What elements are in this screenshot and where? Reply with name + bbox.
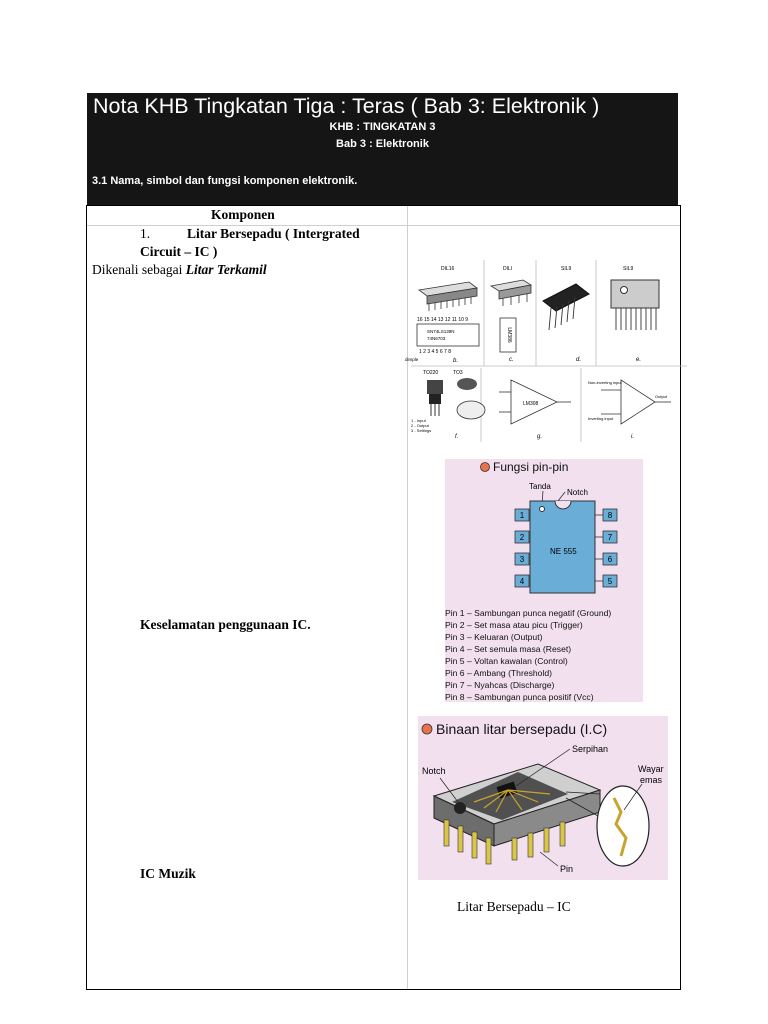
- letter-g: g.: [537, 434, 543, 440]
- pkg-label-sil9a: SIL9: [561, 266, 572, 272]
- pin-function-5: Pin 5 – Voltan kawalan (Control): [445, 656, 568, 666]
- pin-6-box: 6: [607, 555, 613, 564]
- pin-figure-title: Fungsi pin-pin: [493, 460, 569, 474]
- known-as-prefix: Dikenali sebagai: [92, 262, 186, 277]
- pin-function-4: Pin 4 – Set semula masa (Reset): [445, 644, 572, 654]
- noninverting-input-label: Non-inverting input: [588, 380, 622, 385]
- pkg-label-dil16: DIL16: [441, 266, 455, 272]
- page-title: Nota KHB Tingkatan Tiga : Teras ( Bab 3: Elektronik ): [93, 94, 600, 118]
- pin-2-box: 2: [519, 533, 525, 542]
- dil16-chip-drawing: [419, 282, 477, 311]
- chip-name: NE 555: [550, 547, 577, 556]
- subtitle-chapter: Bab 3 : Elektronik: [336, 138, 429, 150]
- notch-label: Notch: [567, 488, 588, 497]
- construction-title: Binaan litar bersepadu (I.C): [436, 721, 608, 737]
- pin-function-3: Pin 3 – Keluaran (Output): [445, 632, 543, 642]
- pin-function-7: Pin 7 – Nyahcas (Discharge): [445, 680, 555, 690]
- column-divider: [407, 206, 408, 989]
- emas-label: emas: [640, 775, 663, 785]
- pin-3-box: 3: [519, 555, 525, 564]
- opamp-label: LM308: [523, 401, 539, 407]
- header-row-divider: [87, 225, 680, 226]
- letter-c: c.: [509, 357, 514, 363]
- ic-packages-figure: [405, 256, 687, 444]
- pin-label: Pin: [560, 864, 574, 874]
- pkg-label-dil: DILI: [503, 266, 513, 272]
- pin-numbers-bottom: 1 2 3 4 5 6 7 8: [419, 349, 451, 355]
- known-as-term: Litar Terkamil: [185, 262, 267, 277]
- letter-f: f.: [455, 434, 459, 440]
- pin-4-box: 4: [519, 577, 525, 586]
- safety-heading: Keselamatan penggunaan IC.: [140, 617, 311, 632]
- to-pin-3: 3 - Settings: [411, 428, 432, 433]
- item-title-line1: Litar Bersepadu ( Intergrated: [187, 226, 360, 241]
- item-number: 1.: [140, 226, 151, 241]
- build-notch-label: Notch: [422, 766, 446, 776]
- dil-schematic: [500, 318, 516, 363]
- pin-function-1: Pin 1 – Sambungan punca negatif (Ground): [445, 608, 612, 618]
- pin-8-box: 8: [607, 511, 613, 520]
- music-heading: IC Muzik: [140, 866, 196, 881]
- pin-function-8: Pin 8 – Sambungan punca positif (Vcc): [445, 692, 594, 702]
- chip-text1: SN74LS139N: [427, 329, 455, 334]
- dil-chip-drawing: [491, 280, 531, 306]
- pin-function-figure: [445, 459, 643, 702]
- pkg-label-sil9b: SIL9: [623, 266, 634, 272]
- serpihan-label: Serpihan: [572, 744, 609, 754]
- subtitle-level: KHB : TINGKATAN 3: [329, 121, 436, 133]
- title-bullet-icon-2: [422, 724, 432, 734]
- wayar-label: Wayar: [638, 764, 664, 774]
- pin-function-2: Pin 2 – Set masa atau picu (Trigger): [445, 620, 583, 630]
- dil16-schematic: [405, 317, 479, 364]
- pin-7-box: 7: [607, 533, 613, 542]
- chip-text2: 74N6703: [427, 336, 446, 341]
- sil9-black-drawing: [543, 284, 589, 330]
- to3-label: TO3: [453, 370, 463, 376]
- ic-construction-figure: [418, 716, 668, 880]
- header-banner: [87, 93, 678, 206]
- inverting-input-label: Inverting input: [588, 416, 614, 421]
- letter-e: e.: [636, 357, 642, 363]
- letter-b: b.: [453, 358, 459, 364]
- to-packages: [411, 370, 485, 440]
- known-as-line: [92, 262, 267, 278]
- sil9-grey-drawing: [611, 280, 659, 330]
- pin-5-box: 5: [607, 577, 613, 586]
- pin-function-6: Pin 6 – Ambang (Threshold): [445, 668, 553, 678]
- pin-numbers-top: 16 15 14 13 12 11 10 9: [417, 317, 469, 323]
- title-bullet-icon: [481, 463, 490, 472]
- column-header: Komponen: [211, 207, 275, 222]
- output-label: Output: [655, 394, 668, 399]
- section-heading: 3.1 Nama, simbol dan fungsi komponen elektronik.: [92, 175, 358, 187]
- dimple-label: dimple: [405, 357, 419, 362]
- image-caption: Litar Bersepadu – IC: [457, 899, 571, 914]
- lm-label: LM386: [506, 327, 512, 343]
- to-pin-2: 2 - Output: [411, 423, 429, 428]
- letter-d: d.: [576, 357, 582, 363]
- tanda-label: Tanda: [529, 482, 551, 491]
- to-pin-1: 1 - Input: [411, 418, 426, 423]
- to220-label: TO220: [423, 370, 439, 376]
- pin-1-box: 1: [519, 511, 525, 520]
- item-title-line2: Circuit – IC ): [140, 244, 218, 259]
- letter-i: i.: [631, 434, 634, 440]
